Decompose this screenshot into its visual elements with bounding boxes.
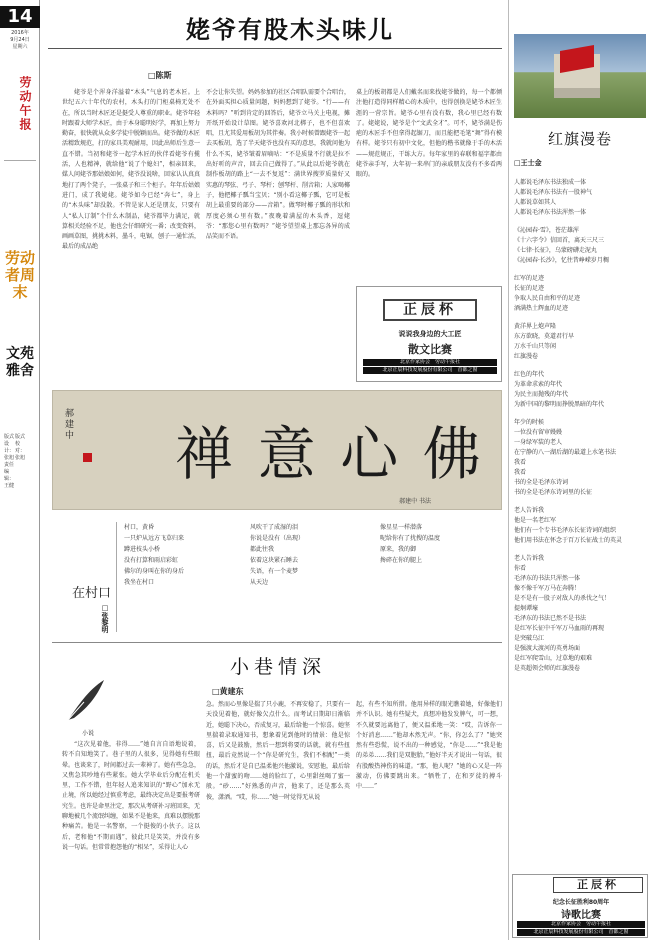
contest-ad [356,286,502,382]
title-rule [48,48,502,49]
poem2-line: 是突破乌江 [514,635,545,642]
poetry-contest-line-1: 纪念长征胜利80周年 [552,899,610,906]
section-rule [52,642,502,643]
section-subname: 文苑雅舍 [6,346,34,379]
section-name: 劳动者周末 [4,249,35,301]
stanza-gap [514,218,646,226]
newspaper-logo: 劳动午报 [18,76,32,132]
poem2-line: 提炯谭壕 [514,605,539,612]
poem-column-3: 像星星一样潜落 呢给你有了扰搜的温度 原来，我的御 搀碎在你的腿上 [380,524,441,564]
seal-stamp-icon [83,453,92,462]
poem2-line: 人都说毛泽东书法有一股神气 [514,189,593,196]
calligraphy-caption: 郝建中 书法 [399,498,431,505]
poem2-line: 人都说毛泽东书法浑然一体 [514,209,587,216]
poem2-line: 在宁静的八一湖后湖的最道上水笔书法 [514,449,617,456]
stanza-gap [514,314,646,322]
poem2-line: 红色的年代 [514,371,545,378]
poem-title: 在村口 [72,586,112,601]
strip-divider [4,160,36,161]
poem2-line: 他们用书法在怀念于百万长征战士的英灵 [514,537,623,544]
poem2-line: 长征的足迹 [514,285,545,292]
poem2-line: 毛泽东的书法只浑然一体 [514,575,581,582]
poem2-line: 是英超领会师的红旗漫卷 [514,665,581,672]
poem2-line: 人都说草如其人 [514,199,557,206]
poem2-line: 是强渡大渡河的英勇场面 [514,645,581,652]
calligraphy-characters: 禅 意 心 佛 [175,420,481,488]
calligraphy-artwork [52,390,502,510]
story-author: □黄建东 [212,687,244,696]
issue-date: 2016年 9月24日 星期六 [10,30,30,50]
story-column-1: “这次见着他，非得……”她自言自语地说着，转不自知地笑了。巷子里的人很多，见得她有些眼晕。也谈来了，时间都过去一辈神了。她有些急急，又焦急其吵地有些紧张。她大学毕业后分配在机关里，工作不错，但年轻人追来知识的“野心”加永无止境，所以她经过慎重考虑，最终决定出是要报考研究生。也许是命里注定，那次从考研补习班回来，无聊地被几个流氓纠缠，如果不是他来，真难以摆脱那种痛苦。他是一名警察，一个挺俊的小伙子。这以后，老和他“不期而遇”，彼此只是笑笑，并没有多说一句话。但常常抱怨他的“相呆”，采得让人心 [62,741,200,851]
poem2-line: 是红军长征中千军万马血雨的再现 [514,625,605,632]
poem2-line: 东方欲晓，莫道君行早 [514,333,575,340]
poem2-line: 争取人民自由和平的足迹 [514,295,581,302]
story-title: 小巷情深 [229,656,326,678]
poem2-line: 老人告诉我 [514,507,545,514]
poem2-line: 为革命求索的年代 [514,381,563,388]
contest-line-2: 散文比赛 [408,343,452,356]
poem2-line: 红军的足迹 [514,275,545,282]
poetry-contest-ad [512,874,648,938]
page-number: 14 [0,6,40,28]
stanza-gap [514,410,646,418]
article-title: 姥爷有股木头味儿 [186,16,394,44]
monument-photo [514,34,646,118]
poem2-line: 书的全是毛泽东诗词 [514,479,569,486]
poem2-line: 是不是有一股子对敌人的杀伐之气！ [514,595,611,602]
editor-credits: 版式设计：张旭 版式校对：张旭 责任编辑：王健 [4,434,26,489]
poem2-line: 毛泽东的书法已然不是书法 [514,615,587,622]
poetry-contest-sponsor-1: 北京作家协会 劳动午报社 [517,921,645,928]
poetry-contest-badge: 正辰杯 [553,877,643,893]
poem2-line: 年少的时候 [514,419,545,426]
poem2-line: 为新中国的黎明而挣脱黑暗的年代 [514,401,605,408]
poem2-title: 红旗漫卷 [547,130,612,148]
poem-column-1: 村口，黄昏 一只炉从远方飞草归来 蹲进枝头小桥 没有打算和雨启彩虹 佛尔的身叫在你的身后 我坐在村口 [124,524,185,586]
story-label: 小说 [82,730,95,737]
poem-column-2: 风吹干了成湿的泪 你说是没有（出现） 都此往我 依着这块紧石睡去 失语，有一个麦梦 从天边 [250,524,305,586]
poem2-line: 《沁园春·雪》，苍茫雄浑 [514,227,579,234]
poem2-line: 黄洋界上炮声隆 [514,323,557,330]
poem2-line: 你看 [514,565,527,572]
poem2-line: 一位没有留审嫚嫚 [514,429,563,436]
stanza-gap [514,546,646,554]
poem2-line: 为民主而抛残的年代 [514,391,569,398]
poem2-line: 老人告诉我 [514,555,545,562]
contest-sponsor-2: 北京正辰科技发展股份有限公司 首都之窗 [363,367,497,374]
poem2-line: 像不像千军万马在奔腾！ [514,585,581,592]
poem2-line: 酒满热土辉血的足迹 [514,305,569,312]
stanza-gap [514,498,646,506]
poem2-line: 是红军爬雪山，过草地的艰难 [514,655,593,662]
poem2-line: 《十六字令》信回首，离天三尺三 [514,237,605,244]
poem2-line: 一身绿军装的老人 [514,439,563,446]
poem-divider [116,522,117,632]
poem-author: □张黎明 [101,604,109,633]
stanza-gap [514,266,646,274]
story-column-3: 起，有些不知所措。他用异样的眼光瞧着她，好像他们并不认识。她有些疑犬，真想冲他发发脾气，可一想，不久就要远离他了，便又温柔地一笑：“哎，告诉你一个好消息……”他却木然无声。“你，你怎么了？”她突然有些恐慌，说不出的一种感觉，“你是……”“我是他的弟弟……我们是双胞胎，”他好半天才说出一句话，很有股酸热神伤的味道。“那，他人呢？”她的心又是一阵激动，仿佛要跳出来。“牺牲了，在和歹徒的搏斗中……” [356,701,502,791]
poem2-line: 《沁园春·长沙》，忆往昔峥嵘岁月稠 [514,257,609,264]
poem2-body [514,178,646,674]
calligraphy-signature: 郝建中 [65,409,75,441]
contest-sponsor-1: 北京作家协会 劳动午报社 [363,359,497,366]
contest-badge: 正辰杯 [383,299,477,321]
article-author: □陈斯 [148,71,172,80]
poetry-contest-sponsor-2: 北京正辰科技发展股份有限公司 首都之窗 [517,929,645,936]
poem2-line: 我看 [514,469,527,476]
poem2-line: 他是一名老红军 [514,517,557,524]
stanza-gap [514,362,646,370]
poem2-line: 人都说毛泽东书法独成一体 [514,179,587,186]
poem2-line: 万水千山只等闲 [514,343,557,350]
poem2-line: 我看 [514,459,527,466]
contest-line-1: 说说我身边的大工匠 [398,330,462,338]
poetry-contest-line-2: 诗歌比赛 [561,910,601,921]
poem2-line: 书的全是毛泽东诗词里的长征 [514,489,593,496]
story-column-2: 急。然而心里像是揣了只小鹿，不再安稳了，只要有一天没见着他，就好像欠点什么。而考试日期却日渐临近，她聪下决心，否成复习，最后给他一个惊喜。她坚里揣着录取通知书，想象着见到他时的情景：他是惊喜，后又是鼓励，然后一想到将要的话就，就有些扭扭，最后竟然说一个“你是研究生，我们不相配”一类的话，然后才是自已温柔他兴他激说，安慰他，最后给他一个甜蜜的吻……她的脸红了，心里甜丝喝了蜜一般。“砂……”好熟悉的声音，他来了，还是那么英俊，潇洒。“哎，你……”她一时觉得无从说 [206,701,350,801]
article-column-3: 桌上的板胡都是人们戴名而来找姥爷做的，每一个都倾注他打造得同样精心的木质中，也得创换是姥爷木匠生涯的一营宗旨。姥爷心里有没有数，我心里已经有数了。姥姥说，姥爷是个“文武全才”。可不，姥爷满是伤疤的木匠手不但拿得起锯刀，而且能把毛笔“舞”得有模有样。姥爷只有初中文化，但他的楷书就像于手的木活——规范规正，干练大方。每年家里的春联和福字都由姥爷亲手写，大年初一来串门的亲戚朋友没有不多看两眼的。 [356,89,502,179]
poem2-author: □王士金 [514,159,542,167]
quill-pen-icon [60,676,110,726]
poem2-line: 红旗漫卷 [514,353,539,360]
poem2-line: 《七律·长征》，乌蒙磅礴走泥丸 [514,247,597,254]
article-column-1: 姥爷是个浑身洋溢着“木头”气息的老木匠。上世纪五六十年代的农村，木头打的门柜桌椅无处不在，所以当时木匠还是挺受人尊重的职业。姥爷年轻时跟着大师学木匠，由于本身聪明好学，再加上努力勤奋，很快就从众多学徒中脱颖而出。姥爷做的木匠活精致规范，打的家具美观耐用，因此出师后生意一直不错。当初和姥爷一起学木匠的伙伴看姥爷有揽活，人也精神，就给他“说了个媳妇”，相亲回来，媒人问姥爷那姑娘如何，姥爷没说啥，回家认认真真地打了两个凳子，一张桌子和三个柜子。年年后姑娘进门，成了我姥姥。姥爷如今已经“奔七”，身上的“木头味”却没散。不管是家人还是朋友，只要有人“私人订制”个什么木制品，姥爷都毕力满足，就算相关经验不足，他也会仔细研究一番；改变资料，画画草图，挑挑木料，墨斗，电锯，刨子一通忙活，最后的成品绝 [62,89,200,251]
article-column-2: 不会让你失望。妈妈参加的社区合唱队需要个合唱台，在外面买担心质量问题，妈妈想到了姥爷。“行——有木料吗？”听到肯定的回答后，姥爷立马关上电视，摊开纸开始设计草图。姥爷喜欢河北梆子，也不但喜欢唱，且尤其爱用板胡为其伴奏。我小时候曾跟姥爷一起去买板胡，选了半天姥爷也没有买的意思，我就问他为什么不买，姥爷皱着眉嘀咕：“不是质量不行就是拉不出好听的声音，回去自己做得了。”从此以后姥爷就在制作板胡的路上“一去不复返”：满世界搜罗质量好又实惠的琴弦、弓子、琴杆；刨琴杆、削音箱；人家喝椰子，他把椰子瓢当宝贝；“别小看这椰子瓢，它可是板胡上最重要的部分——音箱”。做琴时椰子瓢的形状和厚度必须心里有数。”夜晚着满屋的木头香，逗姥爷：“那您心里有数吗？”姥爷望望桌上那忘各异的成品笑而不语。 [206,89,350,241]
poem2-line: 他们有一个专书毛泽东长征诗词的组织 [514,527,617,534]
